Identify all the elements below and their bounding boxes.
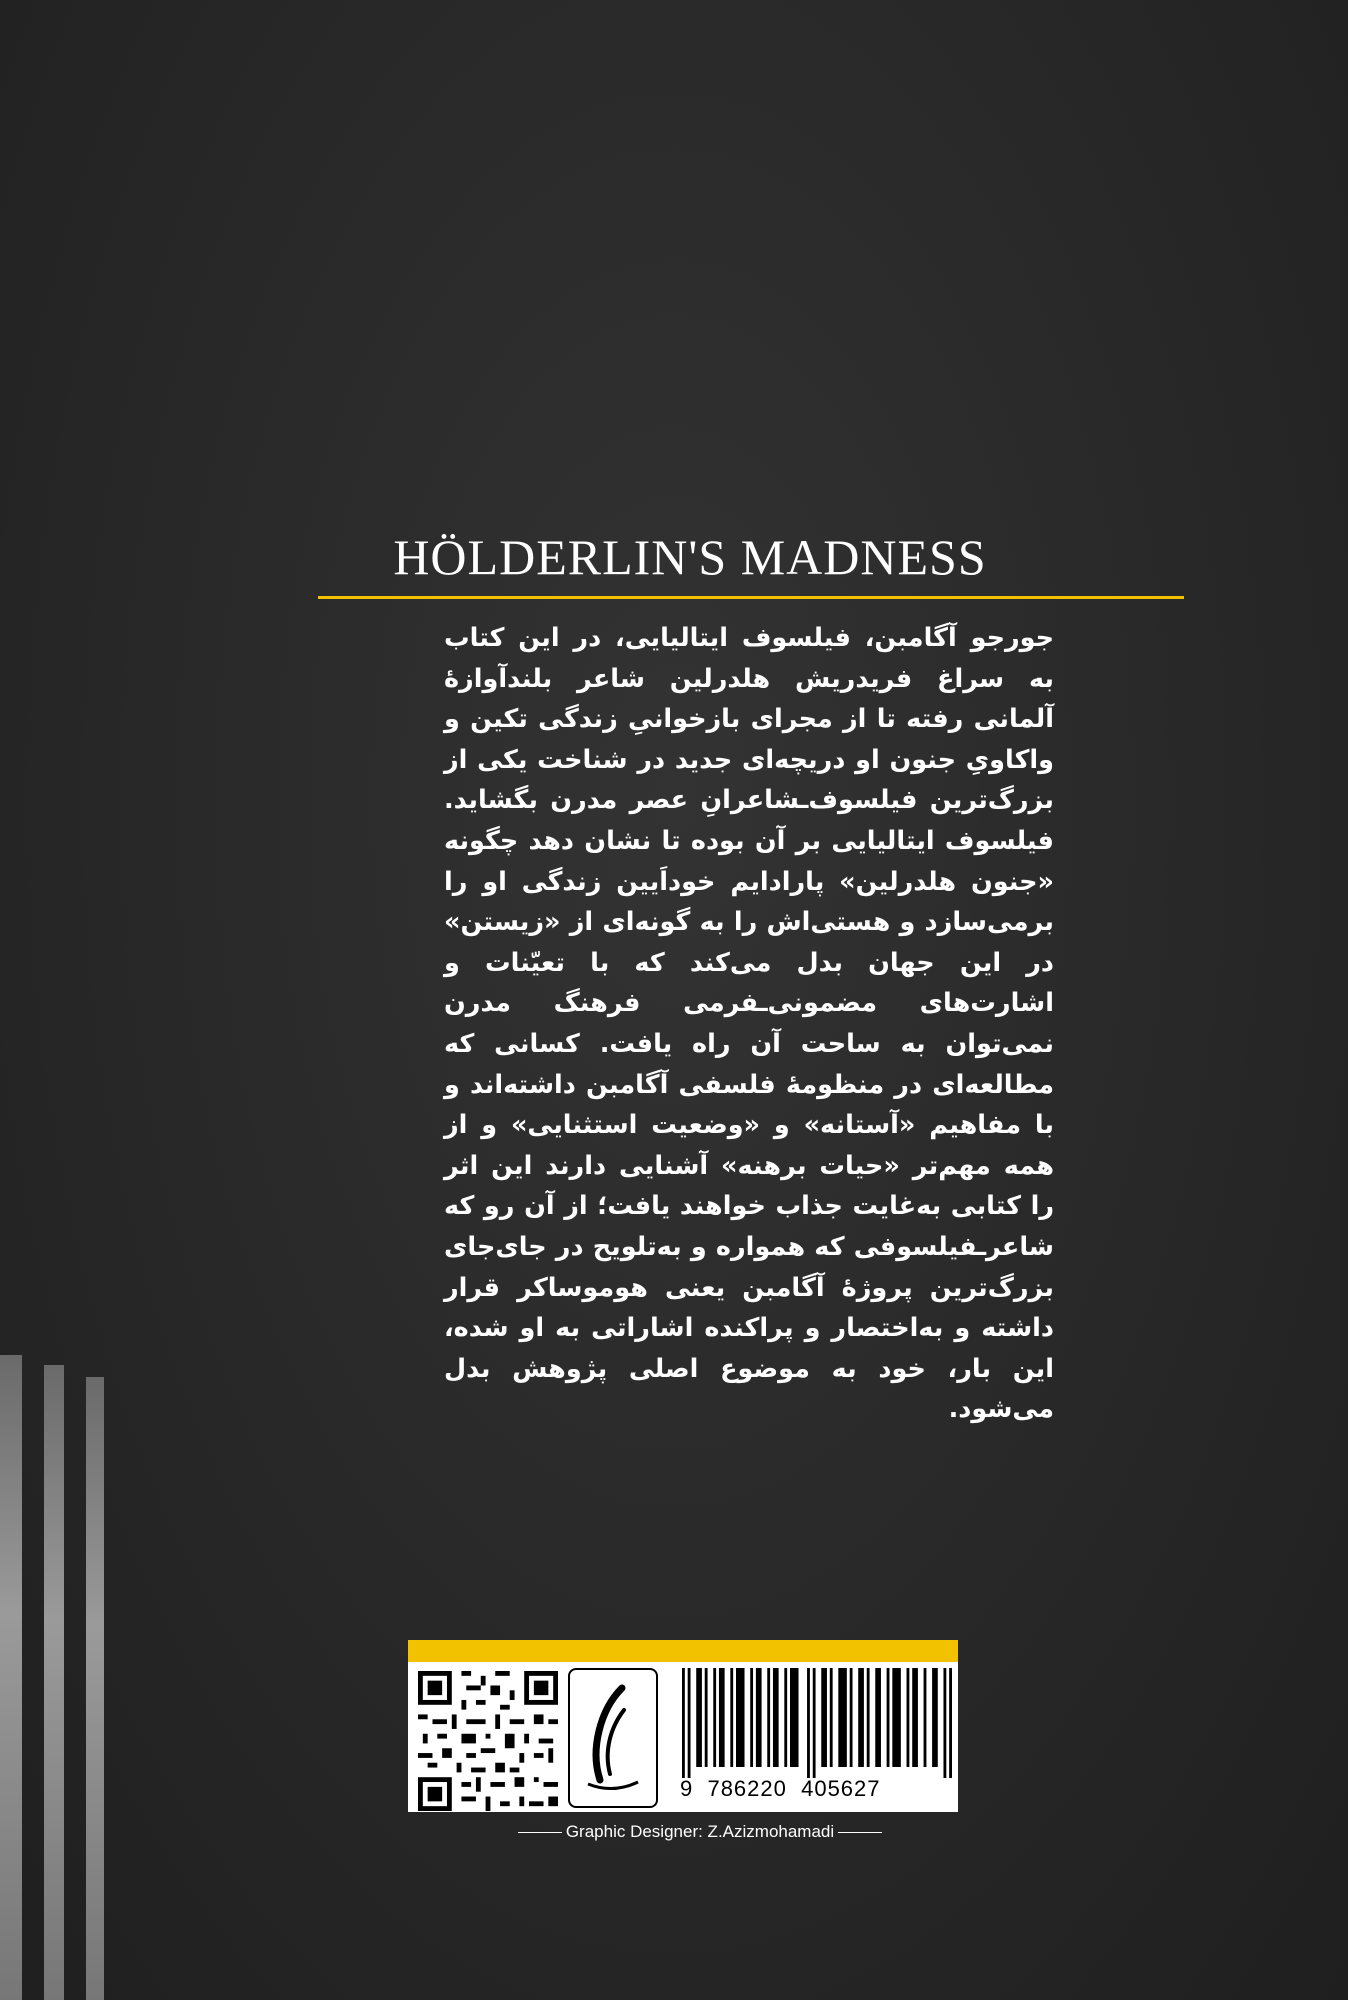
book-title: HÖLDERLIN'S MADNESS [393, 529, 987, 585]
stripe [44, 1365, 64, 2000]
qr-code-icon [418, 1671, 558, 1811]
divider [518, 1832, 562, 1833]
title-underline [318, 596, 1184, 599]
decorative-stripes [0, 1355, 130, 2000]
stripe [86, 1377, 104, 2000]
barcode-icon [682, 1668, 952, 1778]
barcode-panel-band [408, 1640, 958, 1662]
divider [838, 1832, 882, 1833]
designer-credit [500, 1822, 900, 1842]
stripe [0, 1355, 22, 2000]
blurb-text: جورجو آگامبن، فیلسوف ایتالیایی، در این کتاب به سراغ فریدریش هلدرلین شاعر بلندآوازهٔ آلمانی رفته تا از مجرای بازخوانیِ زندگی تکین و واکاویِ جنون او دریچه‌ای جدید در شناخت یکی از بزرگ‌ترین فیلسوف‌ـشاعرانِ عصر مدرن بگشاید. فیلسوف ایتالیایی بر آن بوده تا نشان دهد چگونه «جنون هلدرلین» پارادایم خوداَیین زندگی او را برمی‌سازد و هستی‌اش را به گونه‌ای از «زیستن» در این جهان بدل می‌کند که با تعیّنات و اشارت‌های مضمونی‌ـفرمی فرهنگ مدرن نمی‌توان به ساحت آن راه یافت. کسانی که مطالعه‌ای در منظومهٔ فلسفی آگامبن داشته‌اند و با مفاهیم «آستانه» و «وضعیت استثنایی» و از همه مهم‌تر «حیات برهنه» آشنایی دارند این اثر را کتابی به‌غایت جذاب خواهند یافت؛ از آن رو که شاعرـفیلسوفی که همواره و به‌تلویح در جای‌جای بزرگ‌ترین پروژهٔ آگامبن یعنی هوموساکر قرار داشته و به‌اختصار و پراکنده اشاراتی به او شده، این بار، خود به موضوع اصلی پژوهش بدل می‌شود. [444, 623, 1054, 1425]
designer-credit-text: Graphic Designer: Z.Azizmohamadi [565, 1822, 835, 1841]
publisher-logo-icon [570, 1670, 656, 1806]
isbn-number: 9 786220 405627 [680, 1776, 881, 1801]
publisher-logo-frame [568, 1668, 658, 1808]
